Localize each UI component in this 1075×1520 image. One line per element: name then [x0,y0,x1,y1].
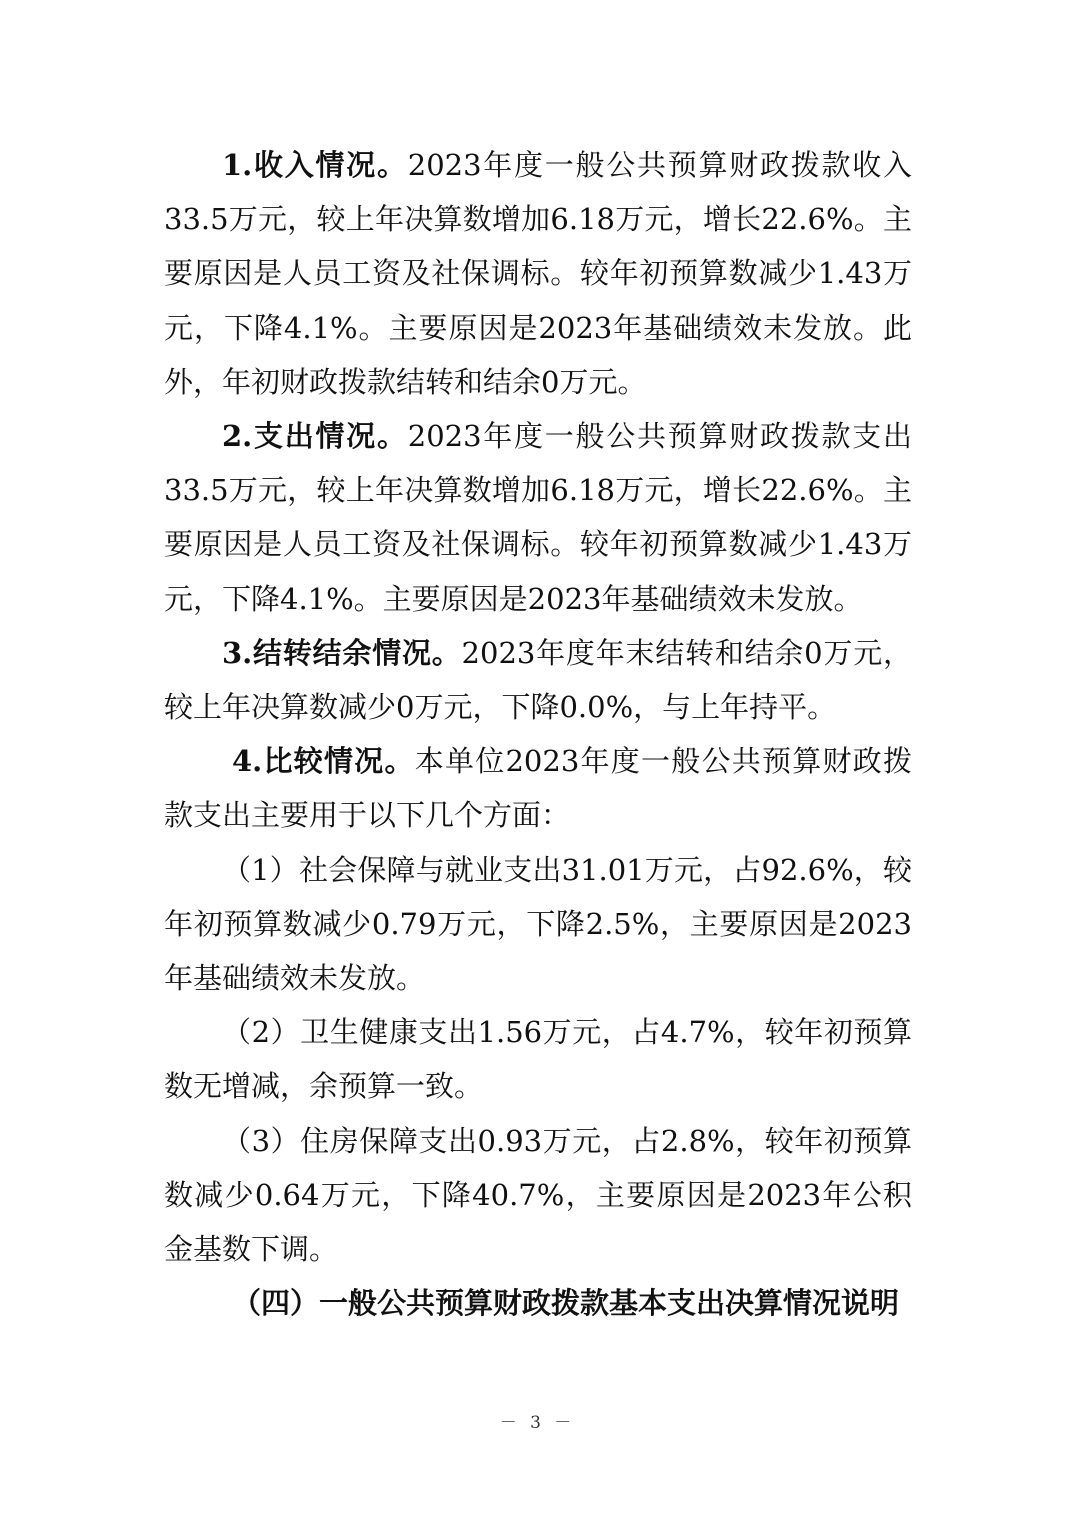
document-body [164,138,912,1330]
paragraph-item-health [164,1005,912,1113]
paragraph-item-social-security [164,843,912,1006]
paragraph-text: 2023年度年末结转和结余0万元，较上年决算数减少0万元，下降0.0%，与上年持平。 [164,635,912,725]
paragraph-lead: 3.结转结余情况。 [222,635,462,670]
paragraph-text: 2023年度一般公共预算财政拨款收入33.5万元，较上年决算数增加6.18万元，增长22.6%。主要原因是人员工资及社保调标。较年初预算数减少1.43万元，下降4.1%。主要原因是2023年基础绩效未发放。此外，年初财政拨款结转和结余0万元。 [164,148,912,399]
section-heading: （四）一般公共预算财政拨款基本支出决算情况说明 [232,1286,900,1321]
paragraph-text: 2023年度一般公共预算财政拨款支出33.5万元，较上年决算数增加6.18万元，增长22.6%。主要原因是人员工资及社保调标。较年初预算数减少1.43万元，下降4.1%。主要原因是2023年基础绩效未发放。 [164,419,912,616]
paragraph-comparison [164,734,912,842]
paragraph-text: （2）卫生健康支出1.56万元，占4.7%，较年初预算数无增减，余预算一致。 [164,1015,912,1104]
paragraph-expenditure [164,409,912,626]
paragraph-lead: 2.支出情况。 [222,419,408,454]
paragraph-carryover [164,626,912,734]
paragraph-lead: 4.比较情况。 [232,744,415,779]
paragraph-income [164,138,912,409]
page-number: － 3 － [499,1413,576,1433]
paragraph-text: （1）社会保障与就业支出31.01万元，占92.6%，较年初预算数减少0.79万元，下降2.5%，主要原因是2023年基础绩效未发放。 [164,852,912,996]
paragraph-text: （3）住房保障支出0.93万元，占2.8%，较年初预算数减少0.64万元，下降40.7%，主要原因是2023年公积金基数下调。 [164,1123,912,1267]
paragraph-lead: 1.收入情况。 [222,148,408,182]
paragraph-text: 本单位2023年度一般公共预算财政拨款支出主要用于以下几个方面： [164,744,912,833]
paragraph-item-housing [164,1114,912,1277]
